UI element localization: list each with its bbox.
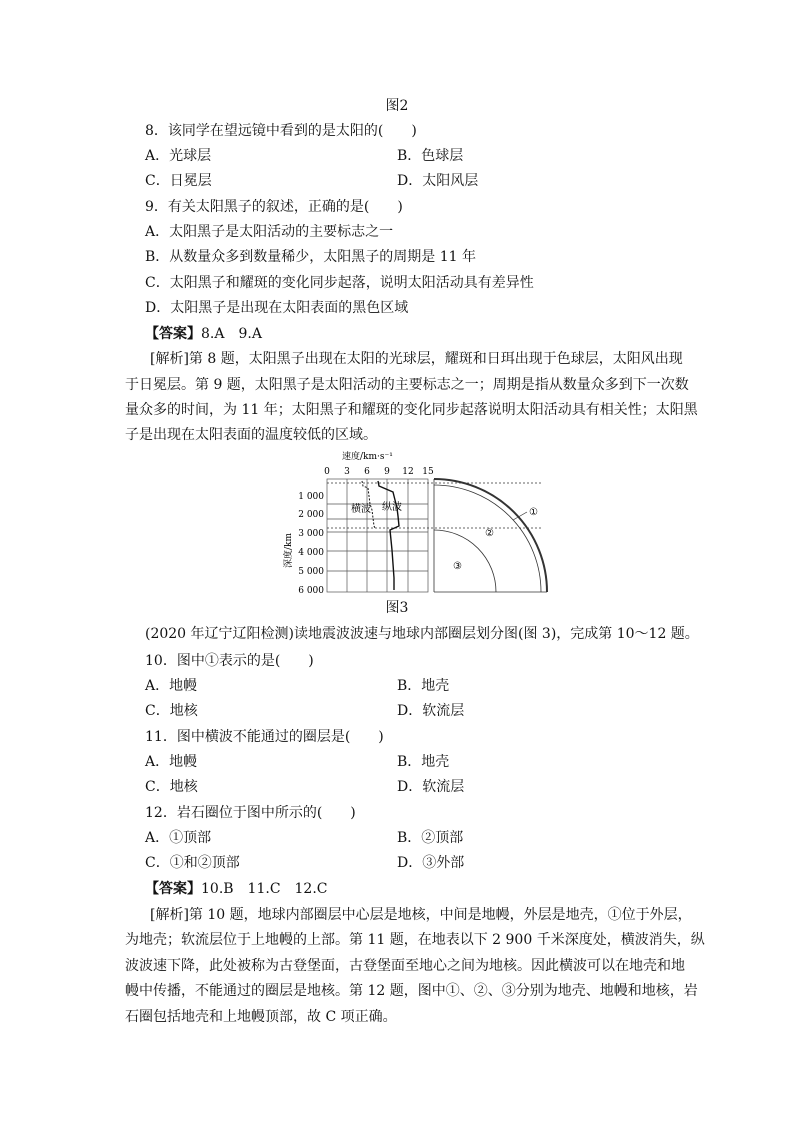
q12-option-d: D．③外部 [397, 855, 465, 871]
analysis-8-9-line-2: 于日冕层。第 9 题，太阳黑子是太阳活动的主要标志之一；周期是指从数量众多到下一次数 [125, 377, 689, 393]
marker-3: ③ [453, 561, 462, 572]
s-wave-label: 横波 [351, 504, 371, 515]
question-8-options-row-2 [145, 171, 650, 191]
q10-option-a: A．地幔 [145, 678, 198, 694]
q11-option-b: B．地壳 [397, 754, 450, 770]
answer-text: 8.A 9.A [201, 326, 262, 342]
q9-option-d: D．太阳黑子是出现在太阳表面的黑色区域 [145, 300, 409, 316]
figure-3-caption: 图3 [385, 600, 409, 616]
answer-10-12 [145, 879, 328, 899]
q11-option-a: A．地幔 [145, 754, 198, 770]
q10-option-c: C．地核 [145, 703, 198, 719]
question-12-options-row-1 [145, 828, 650, 848]
depth-axis-label: 深度/km [284, 532, 294, 568]
question-10-options-row-1 [145, 676, 650, 696]
x-tick: 3 [344, 467, 350, 477]
q12-option-b: B．②顶部 [397, 830, 464, 846]
answer-tag: 【答案】 [145, 881, 201, 897]
question-10-options-row-2 [145, 701, 650, 721]
q10-option-d: D．软流层 [397, 703, 465, 719]
q9-option-a: A．太阳黑子是太阳活动的主要标志之一 [145, 224, 394, 240]
question-8-options-row-1 [145, 146, 650, 166]
q8-option-c: C．日冕层 [145, 173, 212, 189]
answer-text: 10.B 11.C 12.C [201, 881, 328, 897]
question-11-options-row-2 [145, 777, 650, 797]
answer-8-9 [145, 324, 262, 344]
answer-tag: 【答案】 [145, 326, 201, 342]
p-wave-label: 纵波 [382, 502, 402, 513]
marker-2: ② [485, 528, 494, 539]
analysis-10-12-line-4: 幔中传播，不能通过的圈层是地核。第 12 题，图中①、②、③分别为地壳、地幔和地核，岩 [125, 983, 698, 999]
q8-option-d: D．太阳风层 [397, 173, 479, 189]
intro-10-12: (2020 年辽宁辽阳检测)读地震波波速与地球内部圈层划分图(图 3)，完成第 10～12 题。 [145, 626, 699, 642]
question-8-stem: 8．该同学在望远镜中看到的是太阳的( ) [145, 123, 417, 139]
analysis-10-12-line-1: [解析]第 10 题，地球内部圈层中心层是地核，中间是地幔，外层是地壳，①位于外层， [150, 907, 692, 923]
y-tick: 6 000 [298, 586, 324, 596]
analysis-8-9-line-3: 量众多的时间，为 11 年；太阳黑子和耀斑的变化同步起落说明太阳活动具有相关性；太阳黑 [125, 402, 698, 418]
question-9-stem: 9．有关太阳黑子的叙述，正确的是( ) [145, 199, 403, 215]
q9-option-b: B．从数量众多到数量稀少，太阳黑子的周期是 11 年 [145, 249, 477, 265]
question-10-stem: 10．图中①表示的是( ) [145, 653, 314, 669]
y-tick: 5 000 [298, 567, 324, 577]
figure-3-seismic-diagram [280, 448, 560, 600]
x-tick: 0 [324, 467, 330, 477]
speed-axis-label: 速度/km·s⁻¹ [342, 452, 393, 462]
y-tick: 3 000 [298, 529, 324, 539]
q11-option-d: D．软流层 [397, 779, 465, 795]
x-tick: 9 [384, 467, 390, 477]
y-tick: 4 000 [298, 548, 324, 558]
question-11-options-row-1 [145, 752, 650, 772]
figure-2-caption: 图2 [385, 98, 409, 114]
x-tick: 15 [422, 467, 434, 477]
q11-option-c: C．地核 [145, 779, 198, 795]
x-tick: 6 [364, 467, 370, 477]
analysis-10-12-line-3: 波波速下降，此处被称为古登堡面，古登堡面至地心之间为地核。因此横波可以在地壳和地 [125, 958, 685, 974]
question-12-stem: 12．岩石圈位于图中所示的( ) [145, 805, 356, 821]
grid [327, 479, 428, 592]
q10-option-b: B．地壳 [397, 678, 450, 694]
marker-1: ① [529, 507, 538, 518]
y-tick: 1 000 [298, 492, 324, 502]
q8-option-a: A．光球层 [145, 148, 212, 164]
p-wave-curve [378, 481, 399, 590]
analysis-10-12-line-5: 石圈包括地壳和上地幔顶部，故 C 项正确。 [125, 1009, 397, 1025]
analysis-8-9-line-4: 子是出现在太阳表面的温度较低的区域。 [125, 427, 377, 443]
question-12-options-row-2 [145, 853, 650, 873]
analysis-10-12-line-2: 为地壳；软流层位于上地幔的上部。第 11 题，在地表以下 2 900 千米深度处，横波消失，纵 [125, 932, 705, 948]
x-tick: 12 [402, 467, 414, 477]
q8-option-b: B．色球层 [397, 148, 464, 164]
q12-option-c: C．①和②顶部 [145, 855, 240, 871]
q12-option-a: A．①顶部 [145, 830, 212, 846]
y-tick: 2 000 [298, 510, 324, 520]
q9-option-c: C．太阳黑子和耀斑的变化同步起落，说明太阳活动具有差异性 [145, 275, 534, 291]
question-11-stem: 11．图中横波不能通过的圈层是( ) [145, 729, 384, 745]
analysis-8-9-line-1: [解析]第 8 题，太阳黑子出现在太阳的光球层，耀斑和日珥出现于色球层，太阳风出现 [150, 351, 683, 367]
